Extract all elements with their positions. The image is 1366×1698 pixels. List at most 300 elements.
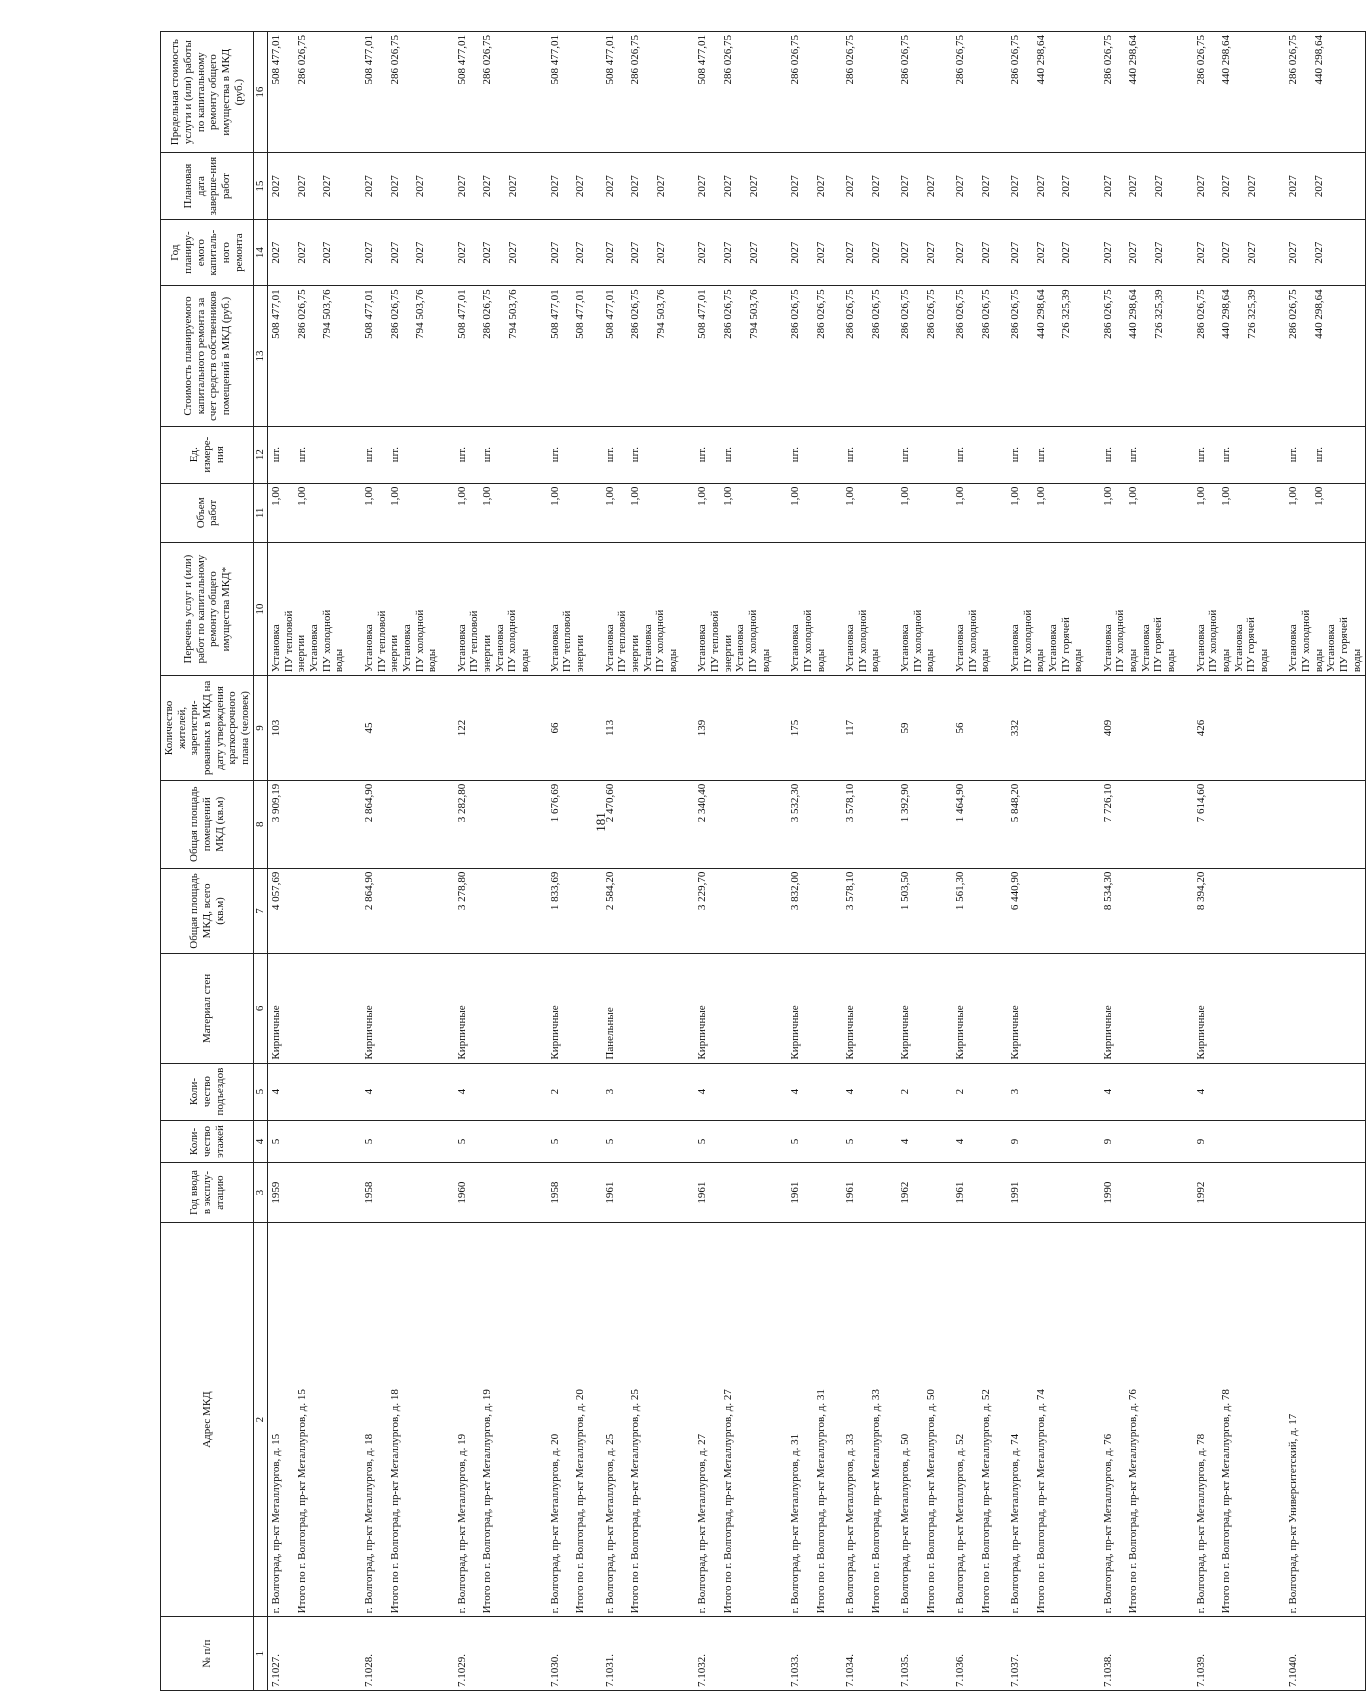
cost-cell [1285, 286, 1365, 426]
total-done-year: 2027 [747, 175, 760, 198]
done-date-cell [361, 153, 454, 220]
table-header [161, 32, 268, 1691]
cost-cell [787, 286, 842, 426]
volume-value: 1,00 [1008, 486, 1021, 506]
limit-cost-cell [454, 32, 547, 153]
unit-value: шт. [1008, 447, 1021, 463]
floors-cell [787, 1120, 842, 1163]
total-year: 1961 [789, 1181, 802, 1204]
plan-year-cell [787, 219, 842, 286]
unit-cell [547, 426, 602, 483]
row-number-text: 7.1027. [270, 1654, 283, 1687]
done-date-cell [842, 153, 897, 220]
address-text: г. Волгоград, пр-кт Металлургов, д. 52 [954, 1433, 967, 1614]
row-number [787, 1617, 842, 1691]
plan-year-value: 2027 [548, 241, 561, 264]
unit-cell [842, 426, 897, 483]
cost-value: 508 477,01 [455, 289, 468, 339]
year-cell [547, 1163, 602, 1222]
work-line-cont: воды [924, 648, 937, 673]
unit-cell [694, 426, 787, 483]
limit-value: 440 298,64 [1127, 35, 1140, 85]
cost-value: 286 026,75 [789, 289, 802, 339]
limit-cost-cell [268, 32, 361, 153]
limit-value: 286 026,75 [481, 35, 494, 85]
cost-cell [1007, 286, 1100, 426]
plan-year-cell [1007, 219, 1100, 286]
address-cell [361, 1222, 454, 1617]
work-line-cont: воды [979, 648, 992, 673]
work-line-cont: энергии [628, 634, 641, 673]
cost-cell [897, 286, 952, 426]
work-line [1140, 546, 1165, 672]
unit-value: шт. [1034, 447, 1047, 463]
works-cell [787, 543, 842, 676]
living-area-cell [268, 780, 361, 868]
entrances-cell [268, 1063, 361, 1120]
row-number-text: 7.1033. [789, 1654, 802, 1687]
work-line-cont: энергии [573, 634, 586, 673]
cost-value: 508 477,01 [270, 289, 283, 339]
floors-cell [1007, 1120, 1100, 1163]
year-cell [268, 1163, 361, 1222]
total-total-area: 3 832,00 [789, 871, 802, 911]
plan-year-value: 2027 [295, 241, 308, 264]
material-cell [1193, 954, 1286, 1063]
total-total-area: 2 864,90 [362, 871, 375, 911]
works-cell [268, 543, 361, 676]
work-line-cont: воды [759, 648, 772, 673]
row-number [1193, 1617, 1286, 1691]
limit-value: 286 026,75 [954, 35, 967, 85]
total-material: Кирпичные [696, 1005, 709, 1060]
residents-cell [897, 676, 952, 781]
address-cell [1285, 1222, 1365, 1617]
total-residents: 66 [548, 722, 561, 734]
done-year-value: 2027 [388, 175, 401, 198]
total-plan-year: 2027 [747, 241, 760, 264]
total-cost: 726 325,39 [1153, 289, 1166, 339]
total-entrances: 2 [954, 1088, 967, 1095]
plan-year-cell [694, 219, 787, 286]
floors-cell [454, 1120, 547, 1163]
limit-value: 508 477,01 [362, 35, 375, 85]
total-total-area: 3 578,10 [844, 871, 857, 911]
unit-value: шт. [295, 447, 308, 463]
unit-cell [602, 426, 695, 483]
entrances-cell [1193, 1063, 1286, 1120]
unit-cell [787, 426, 842, 483]
table-body [268, 32, 1366, 1691]
column-header: Перечень услуг и (или) работ по капитальному ремонту общего имущества МКД* [161, 543, 254, 676]
volume-value: 1,00 [1287, 486, 1300, 506]
work-line-cont: воды [869, 648, 882, 673]
volume-cell [1285, 483, 1365, 542]
total-year: 1959 [270, 1181, 283, 1204]
total-living-area: 7 726,10 [1101, 783, 1114, 823]
done-date-cell [268, 153, 361, 220]
plan-year-cell [1100, 219, 1193, 286]
table-row [694, 32, 787, 1691]
plan-year-cell [361, 219, 454, 286]
cost-cell [842, 286, 897, 426]
table-row [547, 32, 602, 1691]
row-number-text: 7.1030. [548, 1654, 561, 1687]
total-material: Кирпичные [362, 1005, 375, 1060]
volume-cell [602, 483, 695, 542]
row-number [1285, 1617, 1365, 1691]
column-header: Предельная стоимость услуги и (или) работы по капитальному ремонту общего имущества в МКД (руб.) [161, 32, 254, 153]
work-line-cont: воды [426, 648, 439, 673]
address-cell [1193, 1222, 1286, 1617]
total-done-year: 2027 [814, 175, 827, 198]
volume-value: 1,00 [603, 486, 616, 506]
cost-value: 508 477,01 [548, 289, 561, 339]
total-entrances: 4 [696, 1088, 709, 1095]
works-cell [897, 543, 952, 676]
column-header: Ед. измере-ния [161, 426, 254, 483]
limit-cost-cell [1285, 32, 1365, 153]
row-number-text: 7.1038. [1101, 1654, 1114, 1687]
total-floors: 5 [789, 1138, 802, 1145]
works-cell [547, 543, 602, 676]
total-area-cell [1285, 868, 1365, 954]
unit-value: шт. [1220, 447, 1233, 463]
row-number [1100, 1617, 1193, 1691]
plan-year-cell [602, 219, 695, 286]
year-cell [361, 1163, 454, 1222]
total-floors: 9 [1101, 1138, 1114, 1145]
total-entrances: 4 [789, 1088, 802, 1095]
address-cell [547, 1222, 602, 1617]
work-object: ПУ тепловой [375, 610, 388, 673]
row-number-text: 7.1036. [954, 1654, 967, 1687]
table-row [454, 32, 547, 1691]
cost-value: 286 026,75 [629, 289, 642, 339]
limit-value: 286 026,75 [388, 35, 401, 85]
total-cost: 726 325,39 [1060, 289, 1073, 339]
done-year-value: 2027 [899, 175, 912, 198]
column-header: № п/п [161, 1617, 254, 1691]
total-done-year: 2027 [869, 175, 882, 198]
column-number: 10 [254, 543, 268, 676]
unit-value: шт. [899, 447, 912, 463]
column-number: 3 [254, 1163, 268, 1222]
total-residents: 409 [1101, 719, 1114, 737]
work-line-cont: воды [1034, 648, 1047, 673]
done-year-value: 2027 [954, 175, 967, 198]
total-plan-year: 2027 [979, 241, 992, 264]
work-object: ПУ тепловой [709, 610, 722, 673]
residents-cell [454, 676, 547, 781]
plan-year-value: 2027 [696, 241, 709, 264]
plan-year-value: 2027 [455, 241, 468, 264]
residents-cell [547, 676, 602, 781]
page-number: 181 [593, 812, 608, 832]
cost-cell [952, 286, 1007, 426]
work-object: ПУ холодной [1021, 609, 1034, 673]
volume-value: 1,00 [722, 486, 735, 506]
work-line [270, 546, 295, 672]
work-action: Установка [1325, 624, 1338, 673]
total-year: 1961 [696, 1181, 709, 1204]
work-action: Установка [1139, 624, 1152, 673]
floors-cell [694, 1120, 787, 1163]
volume-value: 1,00 [455, 486, 468, 506]
unit-cell [454, 426, 547, 483]
total-living-area: 3 282,80 [455, 783, 468, 823]
living-area-cell [1100, 780, 1193, 868]
address-text: г. Волгоград, пр-кт Металлургов, д. 20 [548, 1433, 561, 1614]
volume-value: 1,00 [362, 486, 375, 506]
column-number: 8 [254, 780, 268, 868]
living-area-cell [1193, 780, 1286, 868]
limit-value: 440 298,64 [1313, 35, 1326, 85]
plan-year-value: 2027 [1008, 241, 1021, 264]
works-cell [1007, 543, 1100, 676]
total-done-year: 2027 [979, 175, 992, 198]
limit-value: 508 477,01 [603, 35, 616, 85]
total-year: 1958 [362, 1181, 375, 1204]
total-material: Кирпичные [270, 1005, 283, 1060]
entrances-cell [361, 1063, 454, 1120]
unit-cell [1100, 426, 1193, 483]
total-plan-year: 2027 [924, 241, 937, 264]
living-area-cell [361, 780, 454, 868]
limit-cost-cell [1193, 32, 1286, 153]
limit-value: 286 026,75 [1101, 35, 1114, 85]
cost-value: 286 026,75 [1194, 289, 1207, 339]
unit-value: шт. [1287, 447, 1300, 463]
row-number [268, 1617, 361, 1691]
limit-value: 508 477,01 [548, 35, 561, 85]
floors-cell [547, 1120, 602, 1163]
plan-year-cell [1285, 219, 1365, 286]
unit-cell [1193, 426, 1286, 483]
works-cell [842, 543, 897, 676]
total-floors: 4 [954, 1138, 967, 1145]
living-area-cell [1285, 780, 1365, 868]
material-cell [694, 954, 787, 1063]
floors-cell [897, 1120, 952, 1163]
row-number [694, 1617, 787, 1691]
row-number-text: 7.1035. [899, 1654, 912, 1687]
year-cell [1100, 1163, 1193, 1222]
plan-year-value: 2027 [481, 241, 494, 264]
column-header: Объем работ [161, 483, 254, 542]
total-label: Итого по г. Волгоград, пр-кт Металлургов, д. 18 [388, 1389, 401, 1614]
cost-value: 508 477,01 [696, 289, 709, 339]
volume-value: 1,00 [789, 486, 802, 506]
works-cell [602, 543, 695, 676]
work-line-cont: энергии [295, 634, 308, 673]
row-number [547, 1617, 602, 1691]
material-cell [547, 954, 602, 1063]
work-action: Установка [1232, 624, 1245, 673]
work-line-cont: воды [1350, 648, 1363, 673]
limit-value: 286 026,75 [899, 35, 912, 85]
total-residents: 175 [789, 719, 802, 737]
plan-year-value: 2027 [1101, 241, 1114, 264]
address-text: г. Волгоград, пр-кт Металлургов, д. 31 [789, 1433, 802, 1614]
total-year: 1992 [1194, 1181, 1207, 1204]
address-text: г. Волгоград, пр-кт Металлургов, д. 78 [1194, 1433, 1207, 1614]
work-action: Установка [844, 624, 857, 673]
total-material: Панельные [603, 1007, 616, 1060]
works-cell [361, 543, 454, 676]
work-line-cont: воды [814, 648, 827, 673]
work-line [401, 546, 426, 672]
year-cell [694, 1163, 787, 1222]
work-object: ПУ холодной [746, 609, 759, 673]
limit-cost-cell [1007, 32, 1100, 153]
entrances-cell [547, 1063, 602, 1120]
total-plan-year: 2027 [1245, 241, 1258, 264]
total-total-area: 4 057,69 [270, 871, 283, 911]
work-line [642, 546, 667, 672]
work-line-cont: воды [1127, 648, 1140, 673]
unit-value: шт. [481, 447, 494, 463]
table-row [1285, 32, 1365, 1691]
material-cell [268, 954, 361, 1063]
limit-value: 440 298,64 [1220, 35, 1233, 85]
unit-value: шт. [1313, 447, 1326, 463]
volume-value: 1,00 [629, 486, 642, 506]
total-residents: 332 [1008, 719, 1021, 737]
total-floors: 5 [844, 1138, 857, 1145]
work-line [954, 546, 979, 672]
total-entrances: 4 [844, 1088, 857, 1095]
done-date-cell [454, 153, 547, 220]
work-object: ПУ холодной [1300, 609, 1313, 673]
total-cost: 794 503,76 [414, 289, 427, 339]
unit-value: шт. [270, 447, 283, 463]
total-total-area: 1 833,69 [548, 871, 561, 911]
unit-value: шт. [844, 447, 857, 463]
total-cost: 794 503,76 [747, 289, 760, 339]
volume-cell [897, 483, 952, 542]
plan-year-value: 2027 [1220, 241, 1233, 264]
address-text: г. Волгоград, пр-кт Металлургов, д. 18 [362, 1433, 375, 1614]
unit-cell [1007, 426, 1100, 483]
column-number: 1 [254, 1617, 268, 1691]
total-floors: 5 [455, 1138, 468, 1145]
row-number [952, 1617, 1007, 1691]
unit-cell [268, 426, 361, 483]
done-date-cell [694, 153, 787, 220]
work-action: Установка [1194, 624, 1207, 673]
table-row [952, 32, 1007, 1691]
volume-value: 1,00 [1127, 486, 1140, 506]
work-object: ПУ холодной [966, 609, 979, 673]
volume-value: 1,00 [1313, 486, 1326, 506]
work-line-cont: энергии [388, 634, 401, 673]
done-date-cell [1285, 153, 1365, 220]
address-text: г. Волгоград, пр-кт Металлургов, д. 27 [696, 1433, 709, 1614]
rotated-page [160, 8, 1363, 1698]
material-cell [1007, 954, 1100, 1063]
total-cost: 286 026,75 [869, 289, 882, 339]
total-area-cell [787, 868, 842, 954]
works-cell [1100, 543, 1193, 676]
volume-value: 1,00 [270, 486, 283, 506]
total-material: Кирпичные [899, 1005, 912, 1060]
total-material: Кирпичные [844, 1005, 857, 1060]
plan-year-value: 2027 [603, 241, 616, 264]
volume-value: 1,00 [1220, 486, 1233, 506]
done-year-value: 2027 [1287, 175, 1300, 198]
work-action: Установка [1101, 624, 1114, 673]
work-line [696, 546, 721, 672]
entrances-cell [1285, 1063, 1365, 1120]
done-year-value: 2027 [1127, 175, 1140, 198]
total-year: 1961 [603, 1181, 616, 1204]
total-living-area: 3 578,10 [844, 783, 857, 823]
total-entrances: 4 [270, 1088, 283, 1095]
unit-value: шт. [789, 447, 802, 463]
table-row [787, 32, 842, 1691]
work-line [1325, 546, 1350, 672]
unit-value: шт. [548, 447, 561, 463]
plan-year-value: 2027 [629, 241, 642, 264]
work-line-cont: воды [1165, 648, 1177, 673]
total-plan-year: 2027 [814, 241, 827, 264]
done-year-value: 2027 [1034, 175, 1047, 198]
row-number-text: 7.1039. [1194, 1654, 1207, 1687]
total-area-cell [547, 868, 602, 954]
total-living-area: 3 532,30 [789, 783, 802, 823]
total-residents: 117 [844, 719, 857, 736]
work-object: ПУ горячей [1152, 617, 1165, 673]
works-cell [694, 543, 787, 676]
total-material: Кирпичные [455, 1005, 468, 1060]
column-header: Плановая дата заверше-ния работ [161, 153, 254, 220]
total-done-year: 2027 [1060, 175, 1073, 198]
living-area-cell [952, 780, 1007, 868]
year-cell [787, 1163, 842, 1222]
living-area-cell [694, 780, 787, 868]
limit-cost-cell [547, 32, 602, 153]
floors-cell [1100, 1120, 1193, 1163]
total-plan-year: 2027 [1060, 241, 1073, 264]
total-total-area: 6 440,90 [1008, 871, 1021, 911]
total-area-cell [602, 868, 695, 954]
material-cell [602, 954, 695, 1063]
column-number: 4 [254, 1120, 268, 1163]
limit-value: 286 026,75 [1194, 35, 1207, 85]
table-row [268, 32, 361, 1691]
work-action: Установка [270, 624, 283, 673]
living-area-cell [602, 780, 695, 868]
done-date-cell [787, 153, 842, 220]
work-object: ПУ тепловой [561, 610, 574, 673]
total-living-area: 3 909,19 [270, 783, 283, 823]
entrances-cell [602, 1063, 695, 1120]
total-living-area: 1 676,69 [548, 783, 561, 823]
total-area-cell [268, 868, 361, 954]
cost-value: 440 298,64 [1034, 289, 1047, 339]
limit-value: 286 026,75 [629, 35, 642, 85]
unit-cell [361, 426, 454, 483]
cost-value: 286 026,75 [1008, 289, 1021, 339]
work-line [456, 546, 481, 672]
entrances-cell [1100, 1063, 1193, 1120]
volume-value: 1,00 [1034, 486, 1047, 506]
work-object: ПУ холодной [911, 609, 924, 673]
plan-year-cell [1193, 219, 1286, 286]
total-material: Кирпичные [1008, 1005, 1021, 1060]
volume-cell [454, 483, 547, 542]
